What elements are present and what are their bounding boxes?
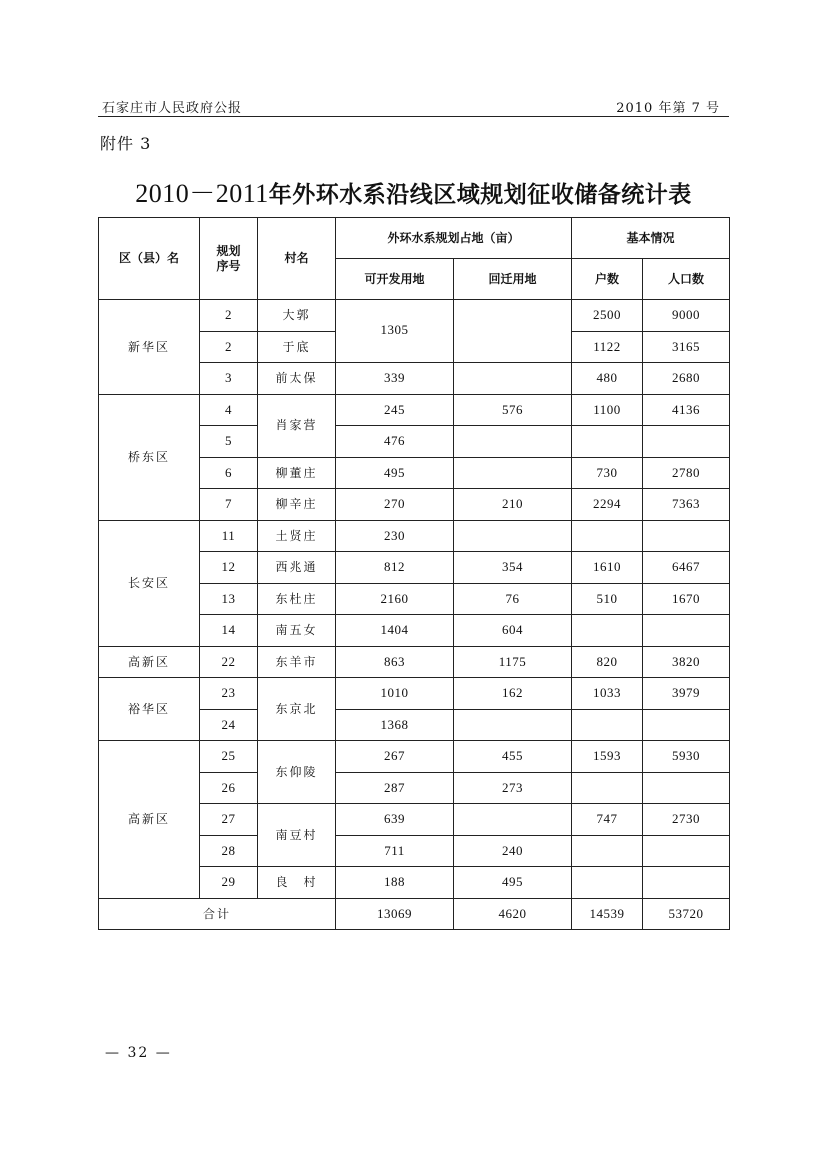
reloc-land-cell: 240 (454, 835, 572, 867)
seq-cell: 29 (200, 867, 258, 899)
reloc-land-cell (454, 300, 572, 363)
population-cell (643, 867, 730, 899)
village-cell: 土贤庄 (258, 520, 336, 552)
village-cell: 西兆通 (258, 552, 336, 584)
dev-land-cell: 863 (336, 646, 454, 678)
households-cell: 1610 (572, 552, 643, 584)
dev-land-cell: 1010 (336, 678, 454, 710)
seq-cell: 28 (200, 835, 258, 867)
seq-cell: 13 (200, 583, 258, 615)
seq-cell: 11 (200, 520, 258, 552)
reloc-land-cell: 455 (454, 741, 572, 773)
district-cell: 长安区 (99, 520, 200, 646)
header-seq (200, 218, 258, 300)
seq-cell: 25 (200, 741, 258, 773)
population-cell: 2730 (643, 804, 730, 836)
seq-cell: 5 (200, 426, 258, 458)
seq-cell: 14 (200, 615, 258, 647)
total-population: 53720 (643, 898, 730, 930)
header-district: 区（县）名 (99, 218, 200, 300)
header-reloc-land: 回迁用地 (454, 259, 572, 300)
population-cell (643, 426, 730, 458)
reloc-land-cell (454, 804, 572, 836)
seq-cell: 12 (200, 552, 258, 584)
reloc-land-cell: 76 (454, 583, 572, 615)
reloc-land-cell (454, 426, 572, 458)
reloc-land-cell: 273 (454, 772, 572, 804)
village-cell: 良 村 (258, 867, 336, 899)
header-population: 人口数 (643, 259, 730, 300)
village-cell: 肖家营 (258, 394, 336, 457)
total-reloc-land: 4620 (454, 898, 572, 930)
attachment-label: 附件 3 (100, 134, 152, 153)
dev-land-cell: 812 (336, 552, 454, 584)
seq-cell: 7 (200, 489, 258, 521)
reloc-land-cell: 576 (454, 394, 572, 426)
households-cell: 1100 (572, 394, 643, 426)
population-cell: 6467 (643, 552, 730, 584)
dev-land-cell: 1404 (336, 615, 454, 647)
population-cell: 5930 (643, 741, 730, 773)
households-cell: 747 (572, 804, 643, 836)
households-cell: 510 (572, 583, 643, 615)
seq-cell: 4 (200, 394, 258, 426)
dev-land-cell: 245 (336, 394, 454, 426)
total-dev-land: 13069 (336, 898, 454, 930)
population-cell: 7363 (643, 489, 730, 521)
population-cell: 2780 (643, 457, 730, 489)
population-cell (643, 520, 730, 552)
population-cell: 1670 (643, 583, 730, 615)
seq-cell: 27 (200, 804, 258, 836)
seq-cell: 3 (200, 363, 258, 395)
table-row (99, 741, 730, 773)
district-cell: 高新区 (99, 646, 200, 678)
header-seq-text: 规划序号 (216, 243, 241, 273)
title-text: 年外环水系沿线区域规划征收储备统计表 (268, 182, 692, 208)
population-cell: 2680 (643, 363, 730, 395)
seq-cell: 2 (200, 300, 258, 332)
households-cell: 730 (572, 457, 643, 489)
village-cell: 前太保 (258, 363, 336, 395)
issue-number: 2010 年第 7 号 (616, 101, 720, 116)
seq-cell: 6 (200, 457, 258, 489)
households-cell (572, 867, 643, 899)
header-rule (98, 116, 729, 117)
population-cell: 9000 (643, 300, 730, 332)
households-cell: 480 (572, 363, 643, 395)
district-cell: 高新区 (99, 741, 200, 899)
households-cell: 1033 (572, 678, 643, 710)
table-row (99, 520, 730, 552)
reloc-land-cell (454, 520, 572, 552)
dev-land-cell: 230 (336, 520, 454, 552)
statistics-table (98, 217, 730, 930)
header-basic-group: 基本情况 (572, 218, 730, 259)
header-dev-land: 可开发用地 (336, 259, 454, 300)
dev-land-cell: 267 (336, 741, 454, 773)
district-cell: 新华区 (99, 300, 200, 395)
village-cell: 东杜庄 (258, 583, 336, 615)
village-cell: 大郭 (258, 300, 336, 332)
table-row (99, 300, 730, 332)
dev-land-cell: 270 (336, 489, 454, 521)
dev-land-cell: 639 (336, 804, 454, 836)
dev-land-cell: 339 (336, 363, 454, 395)
households-cell (572, 835, 643, 867)
population-cell (643, 709, 730, 741)
total-row (99, 898, 730, 930)
seq-cell: 2 (200, 331, 258, 363)
households-cell: 820 (572, 646, 643, 678)
village-cell: 于底 (258, 331, 336, 363)
households-cell (572, 772, 643, 804)
total-label: 合计 (99, 898, 336, 930)
dev-land-cell: 476 (336, 426, 454, 458)
table-row (99, 646, 730, 678)
households-cell: 2294 (572, 489, 643, 521)
seq-cell: 24 (200, 709, 258, 741)
dev-land-cell: 2160 (336, 583, 454, 615)
reloc-land-cell: 1175 (454, 646, 572, 678)
reloc-land-cell (454, 457, 572, 489)
header-households: 户数 (572, 259, 643, 300)
village-cell: 东京北 (258, 678, 336, 741)
page-title (98, 173, 729, 210)
village-cell: 东羊市 (258, 646, 336, 678)
population-cell: 4136 (643, 394, 730, 426)
dev-land-cell: 495 (336, 457, 454, 489)
title-years: 2010－2011 (135, 179, 269, 208)
population-cell (643, 615, 730, 647)
households-cell (572, 615, 643, 647)
households-cell: 1122 (572, 331, 643, 363)
households-cell (572, 520, 643, 552)
header-village: 村名 (258, 218, 336, 300)
dev-land-cell: 1305 (336, 300, 454, 363)
page-number: — 32 — (105, 1045, 172, 1061)
households-cell (572, 426, 643, 458)
village-cell: 柳辛庄 (258, 489, 336, 521)
district-cell: 裕华区 (99, 678, 200, 741)
dev-land-cell: 711 (336, 835, 454, 867)
population-cell (643, 772, 730, 804)
village-cell: 南五女 (258, 615, 336, 647)
publication-name: 石家庄市人民政府公报 (102, 101, 243, 116)
dev-land-cell: 188 (336, 867, 454, 899)
population-cell: 3165 (643, 331, 730, 363)
district-cell: 桥东区 (99, 394, 200, 520)
header-land-group: 外环水系规划占地（亩） (336, 218, 572, 259)
total-households: 14539 (572, 898, 643, 930)
village-cell: 东仰陵 (258, 741, 336, 804)
households-cell: 1593 (572, 741, 643, 773)
households-cell (572, 709, 643, 741)
reloc-land-cell: 210 (454, 489, 572, 521)
seq-cell: 26 (200, 772, 258, 804)
dev-land-cell: 287 (336, 772, 454, 804)
seq-cell: 22 (200, 646, 258, 678)
population-cell (643, 835, 730, 867)
village-cell: 南豆村 (258, 804, 336, 867)
table-row (99, 678, 730, 710)
reloc-land-cell: 495 (454, 867, 572, 899)
dev-land-cell: 1368 (336, 709, 454, 741)
reloc-land-cell: 604 (454, 615, 572, 647)
population-cell: 3979 (643, 678, 730, 710)
table-row (99, 394, 730, 426)
households-cell: 2500 (572, 300, 643, 332)
village-cell: 柳董庄 (258, 457, 336, 489)
seq-cell: 23 (200, 678, 258, 710)
reloc-land-cell: 162 (454, 678, 572, 710)
reloc-land-cell: 354 (454, 552, 572, 584)
population-cell: 3820 (643, 646, 730, 678)
reloc-land-cell (454, 709, 572, 741)
reloc-land-cell (454, 363, 572, 395)
